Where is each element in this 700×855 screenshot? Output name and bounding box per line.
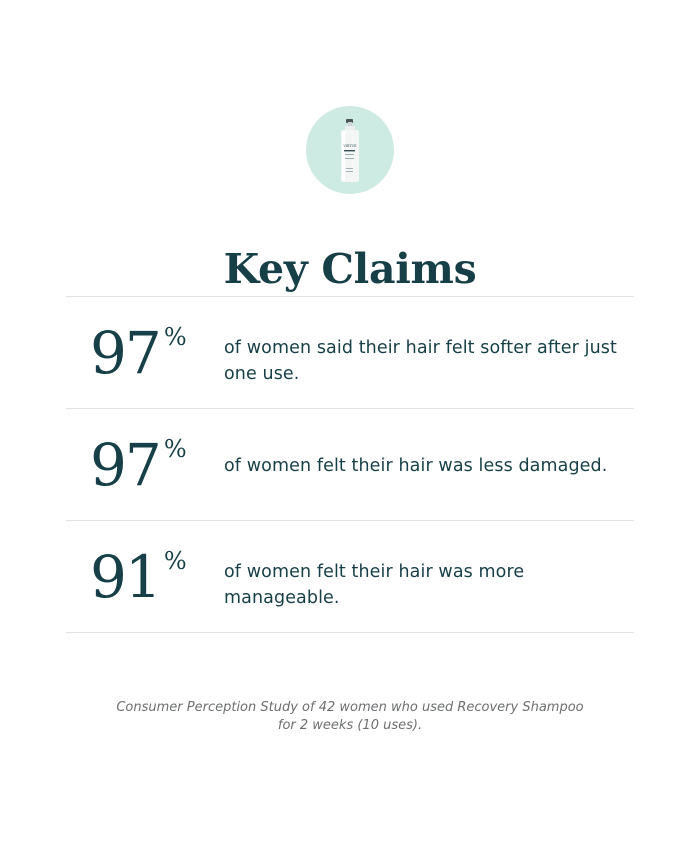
claims-list	[66, 296, 634, 633]
percent-sign: %	[163, 547, 187, 575]
study-footnote	[0, 699, 700, 735]
bottle-brand: VIRTUE	[343, 144, 357, 148]
claim-description: of women felt their hair was less damaged.	[224, 456, 608, 476]
claim-percentage: 91	[90, 543, 160, 611]
claim-row	[66, 521, 634, 633]
percent-sign: %	[163, 323, 187, 351]
footnote-line: for 2 weeks (10 uses).	[277, 718, 423, 733]
claim-row	[66, 409, 634, 521]
page-title: Key Claims	[223, 245, 477, 294]
product-badge	[306, 106, 394, 194]
percent-sign: %	[163, 435, 187, 463]
claim-description: of women said their hair felt softer after just one use.	[224, 338, 617, 384]
claim-row	[66, 297, 634, 409]
claim-stat	[90, 543, 187, 611]
footnote-line: Consumer Perception Study of 42 women who used Recovery Shampoo	[116, 700, 584, 715]
shampoo-bottle-icon	[306, 106, 394, 194]
claim-description: of women felt their hair was more manageable.	[224, 562, 525, 608]
claim-stat	[90, 431, 187, 499]
claim-stat	[90, 319, 187, 387]
claim-percentage: 97	[90, 431, 160, 499]
claim-percentage: 97	[90, 319, 160, 387]
